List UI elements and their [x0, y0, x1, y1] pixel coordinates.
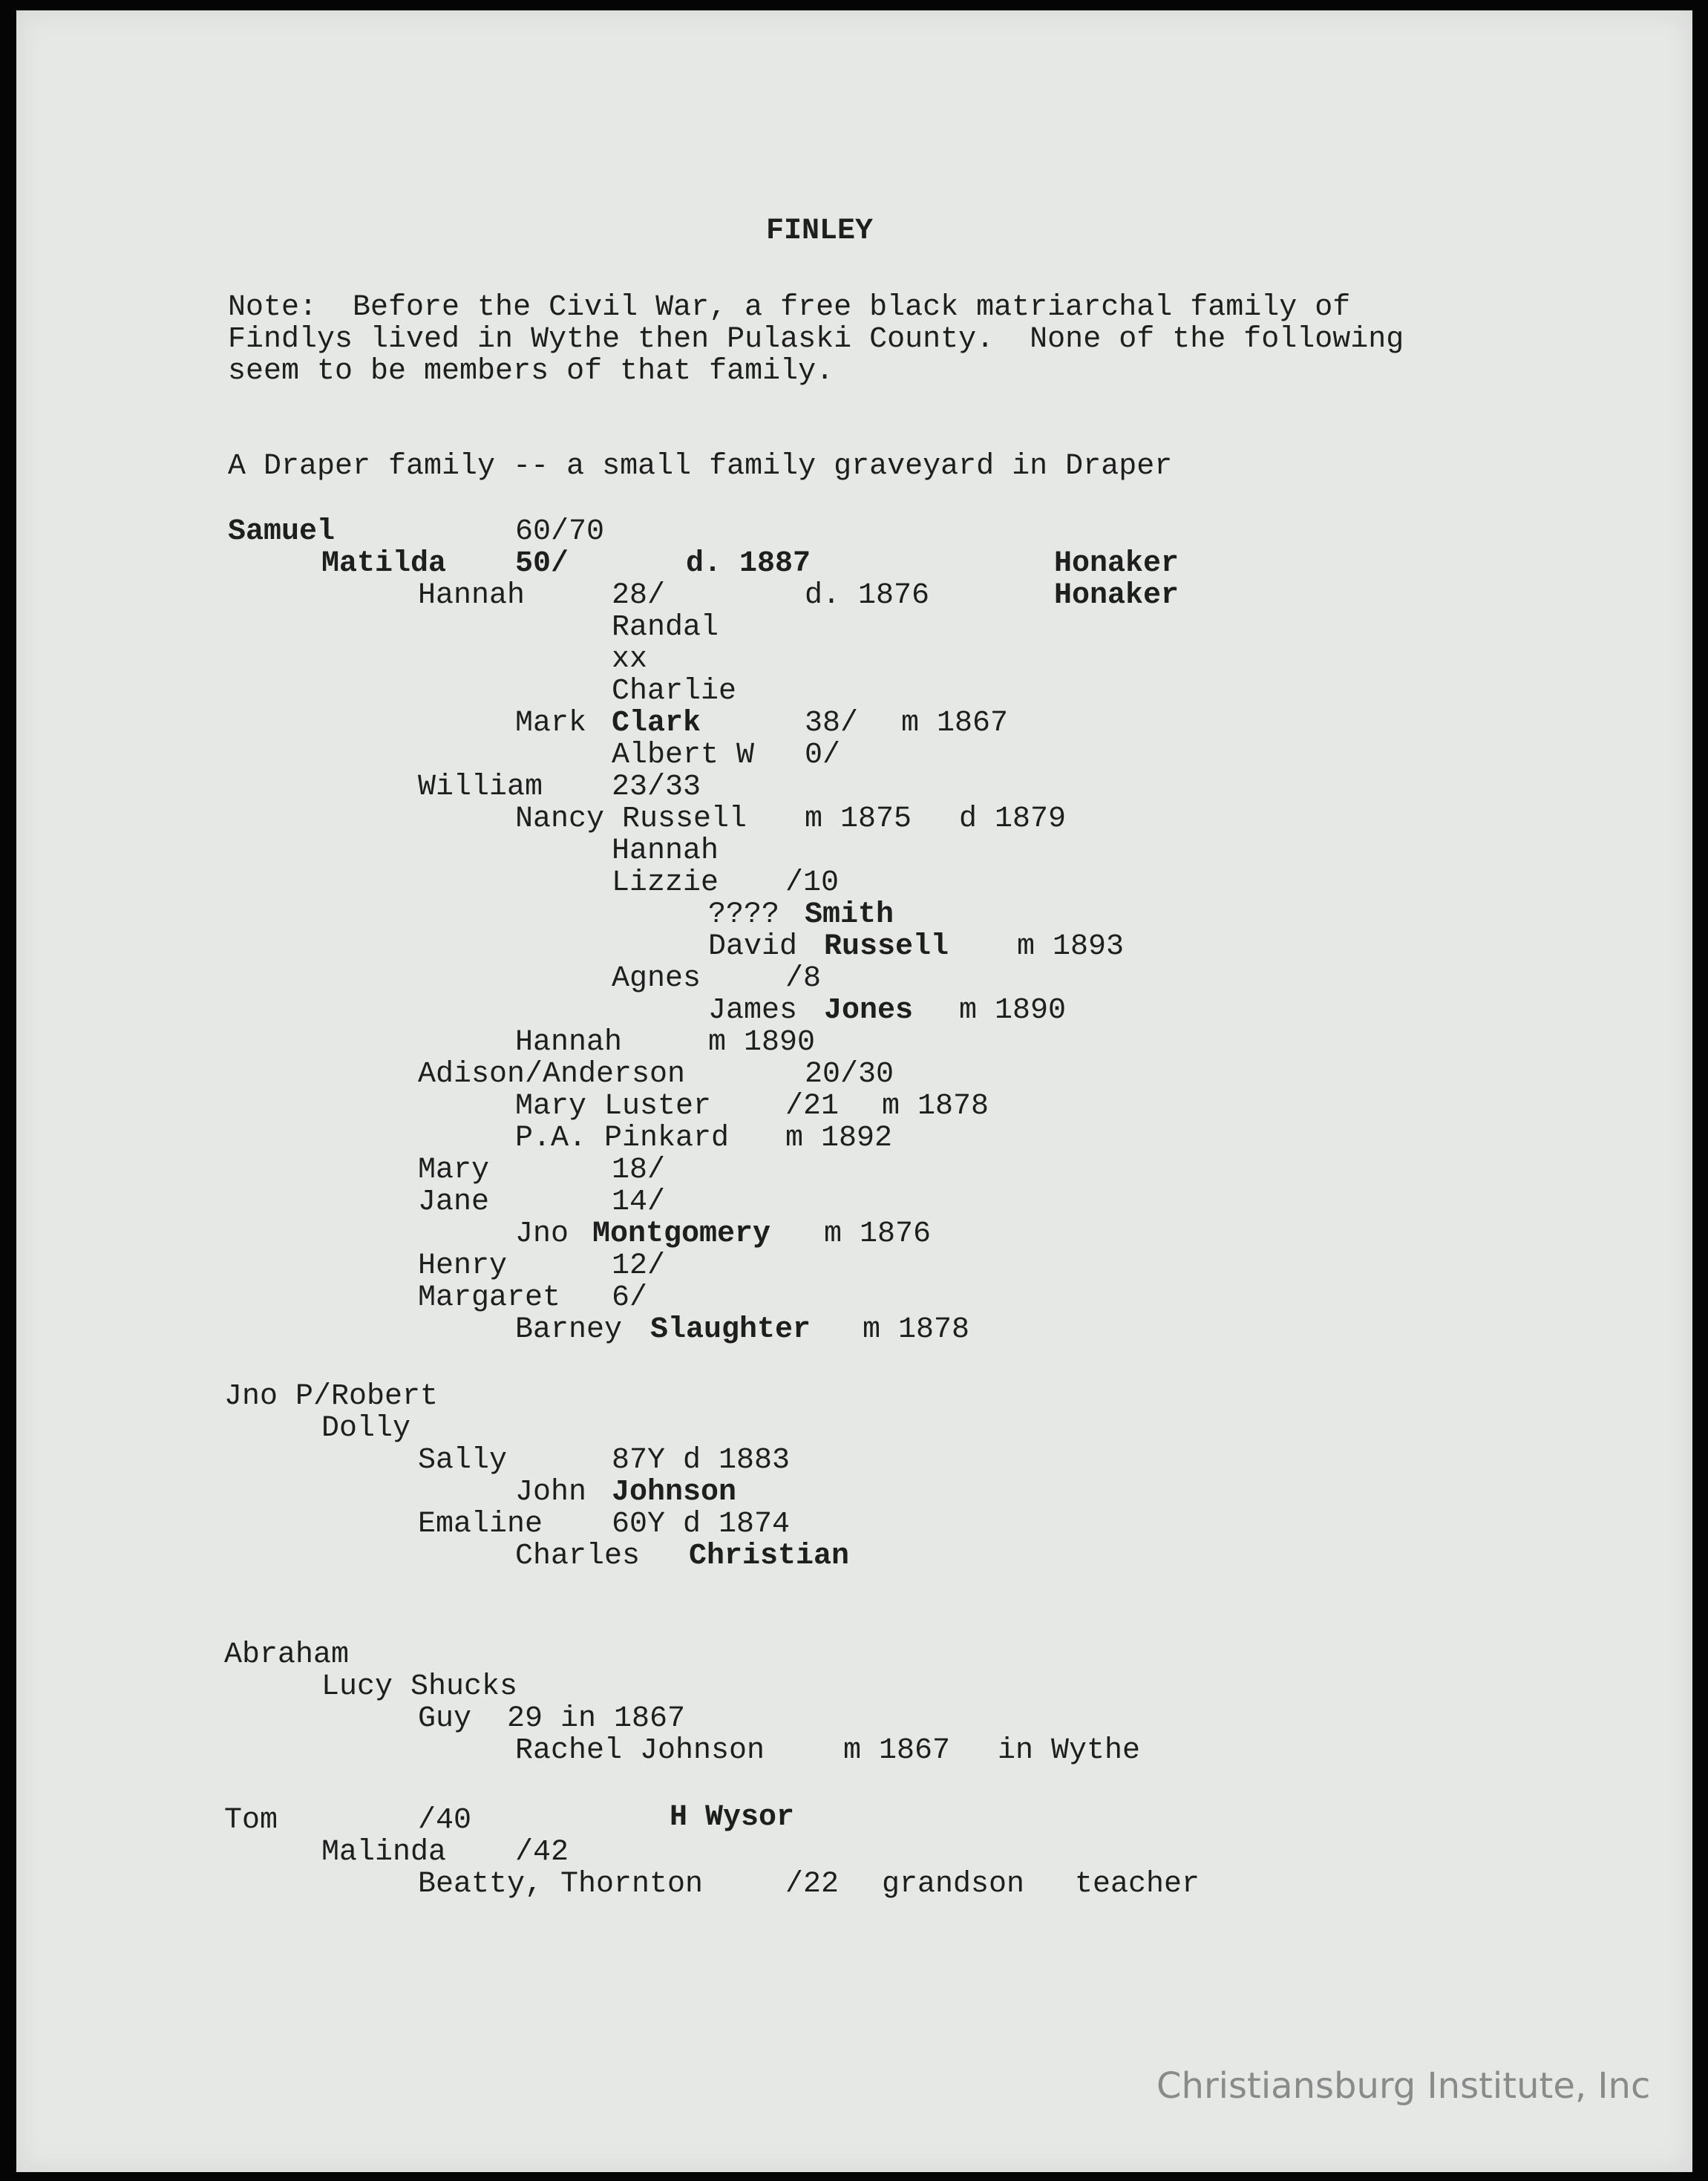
person-age: /10: [785, 866, 840, 900]
person-name: James: [708, 994, 798, 1027]
person-name: Nancy Russell: [515, 802, 747, 836]
person-age: /42: [515, 1836, 569, 1869]
person-name: ????: [708, 898, 780, 932]
surname: Slaughter: [650, 1313, 811, 1347]
person-name: Abraham: [224, 1638, 350, 1672]
person-name: Tom: [224, 1804, 278, 1837]
person-name: Barney: [515, 1313, 623, 1347]
person-name: Lucy Shucks: [321, 1670, 518, 1704]
note-line: Note: Before the Civil War, a free black matriarchal family of: [228, 291, 1351, 324]
person-name: Agnes: [612, 962, 701, 995]
marriage-year: m 1878: [863, 1313, 970, 1347]
person-age: 23/33: [612, 771, 701, 804]
person-name: xx: [612, 643, 648, 676]
person-name: Mary Luster: [515, 1090, 712, 1123]
occupation: teacher: [1075, 1868, 1200, 1901]
person-age: /40: [418, 1804, 472, 1837]
surname: Clark: [612, 707, 701, 740]
note-line: Findlys lived in Wythe then Pulaski County. None of the following: [228, 323, 1404, 356]
person-name: Samuel: [228, 515, 336, 549]
marriage-year: m 1867: [901, 707, 1009, 740]
person-age: /8: [785, 962, 822, 995]
person-name: Beatty, Thornton: [418, 1868, 704, 1901]
person-name: Jane: [418, 1186, 490, 1219]
person-name: Dolly: [321, 1412, 411, 1445]
person-info: Guy 29 in 1867: [418, 1702, 686, 1736]
person-name: Hannah: [515, 1026, 623, 1059]
person-name: Mark: [515, 707, 587, 740]
marriage-year: m 1876: [824, 1217, 932, 1251]
person-age: 0/: [805, 739, 841, 772]
surname: Honaker: [1054, 579, 1179, 612]
person-age: 60/70: [515, 515, 605, 549]
person-age: 14/: [612, 1186, 666, 1219]
death-year: d 1879: [959, 802, 1067, 836]
person-name: Charlie: [612, 675, 737, 708]
marriage-year: m 1867: [843, 1734, 951, 1768]
person-info: 87Y d 1883: [612, 1444, 791, 1477]
marriage-year: m 1893: [1017, 930, 1125, 964]
person-age: 20/30: [805, 1058, 894, 1091]
death-year: d. 1887: [686, 547, 811, 581]
section-heading: A Draper family -- a small family graveyard in Draper: [228, 450, 1173, 483]
person-name: Rachel Johnson: [515, 1734, 765, 1768]
person-name: Margaret: [418, 1281, 561, 1315]
person-name: Emaline: [418, 1508, 543, 1541]
death-year: d. 1876: [805, 579, 930, 612]
person-name: John: [515, 1476, 587, 1509]
note-line: seem to be members of that family.: [228, 355, 834, 388]
person-name: Malinda: [321, 1836, 447, 1869]
surname: Honaker: [1054, 547, 1179, 581]
document-page: [16, 10, 1692, 2172]
person-age: /22: [785, 1868, 840, 1901]
person-name: Hannah: [418, 579, 526, 612]
person-age: 50/: [515, 547, 569, 581]
person-name: Albert W: [612, 739, 755, 772]
watermark: Christiansburg Institute, Inc: [1156, 2065, 1651, 2107]
person-name: Randal: [612, 611, 719, 644]
person-name: Hannah: [612, 834, 719, 868]
marriage-year: m 1890: [708, 1026, 816, 1059]
person-name: Lizzie: [612, 866, 719, 900]
person-age: /21: [785, 1090, 840, 1123]
surname: Johnson: [612, 1476, 737, 1509]
household-head: H Wysor: [670, 1801, 795, 1834]
marriage-year: m 1875: [805, 802, 912, 836]
person-name: Jno: [515, 1217, 569, 1251]
person-name: Henry: [418, 1249, 508, 1283]
surname: Russell: [824, 930, 949, 964]
person-info: 60Y d 1874: [612, 1508, 791, 1541]
person-age: 28/: [612, 579, 666, 612]
page-title: FINLEY: [766, 215, 874, 248]
relation: grandson: [882, 1868, 1025, 1901]
surname: Smith: [805, 898, 894, 932]
person-name: Jno P/Robert: [224, 1380, 439, 1413]
marriage-year: m 1890: [959, 994, 1067, 1027]
marriage-year: m 1878: [882, 1090, 989, 1123]
person-age: 12/: [612, 1249, 666, 1283]
person-name: Matilda: [321, 547, 447, 581]
person-name: Charles: [515, 1540, 641, 1573]
person-name: Adison/Anderson: [418, 1058, 686, 1091]
marriage-year: m 1892: [785, 1122, 893, 1155]
person-name: William: [418, 771, 543, 804]
surname: Montgomery: [592, 1217, 771, 1251]
person-age: 6/: [612, 1281, 648, 1315]
surname: Jones: [824, 994, 914, 1027]
person-name: Sally: [418, 1444, 508, 1477]
person-name: P.A. Pinkard: [515, 1122, 730, 1155]
surname: Christian: [689, 1540, 850, 1573]
place: in Wythe: [998, 1734, 1141, 1768]
person-name: David: [708, 930, 798, 964]
person-age: 38/: [805, 707, 859, 740]
person-name: Mary: [418, 1154, 490, 1187]
person-age: 18/: [612, 1154, 666, 1187]
